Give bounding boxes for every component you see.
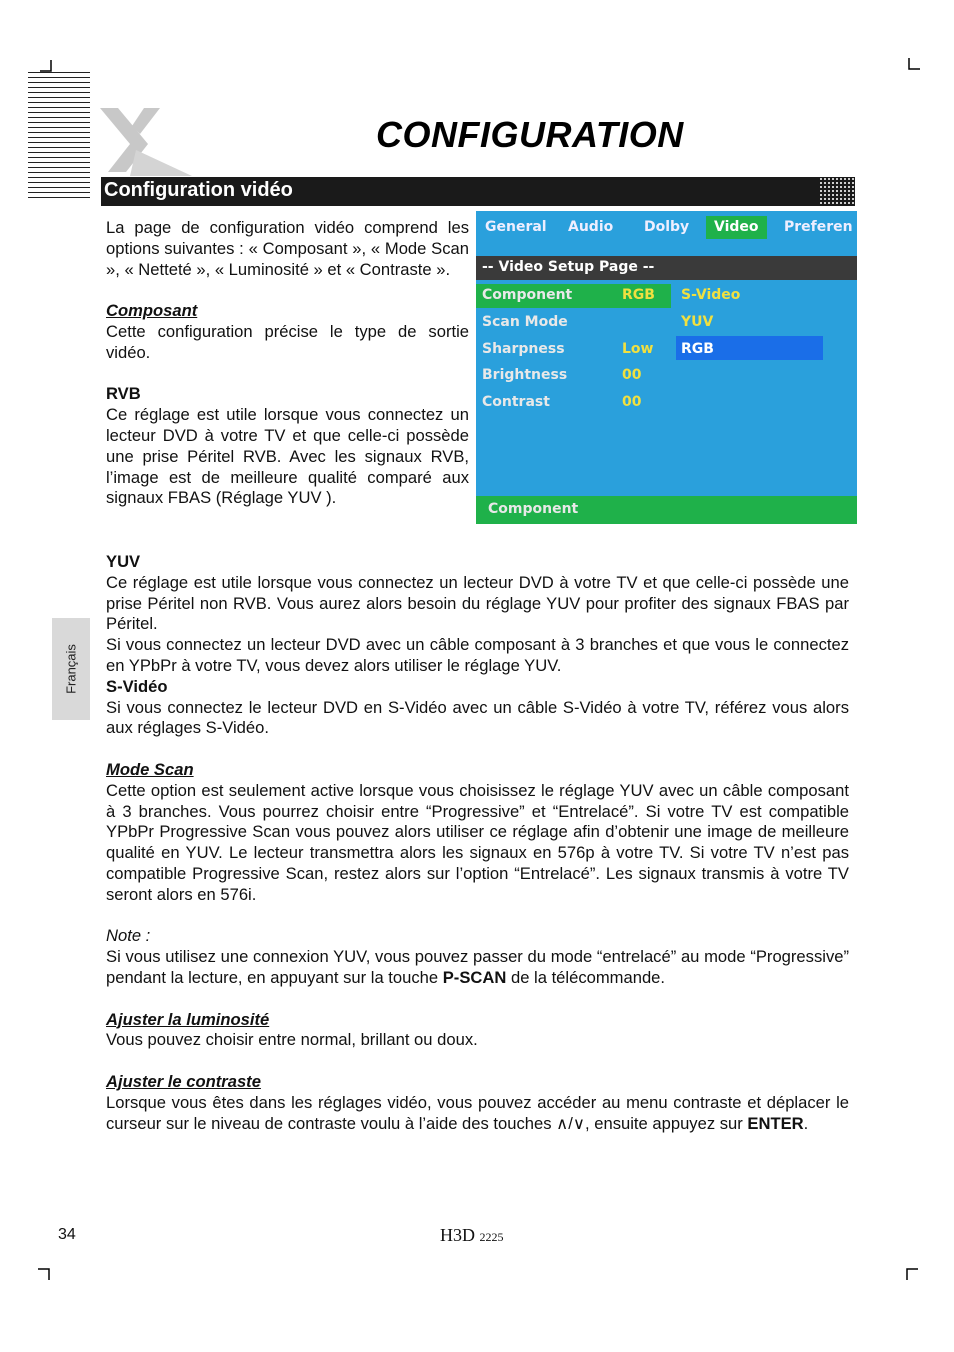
decorative-stripes (28, 72, 90, 200)
brightness-heading: Ajuster la luminosité (106, 1009, 270, 1029)
crop-mark-bottom-left (38, 1268, 50, 1280)
video-setup-osd-screenshot (476, 211, 857, 524)
model-name (440, 1225, 504, 1246)
left-column (106, 218, 469, 509)
osd-row-label: Scan Mode (482, 314, 568, 330)
enter-key: ENTER (747, 1113, 804, 1133)
osd-row-label: Brightness (482, 367, 568, 383)
osd-row-value: 00 (622, 394, 642, 410)
modescan-paragraph: Cette option est seulement active lorsque vous choisissez le réglage YUV avec un câble composant à 3 branches. Vous pourrez choisir entre “Progressive” et “Entrelacé”. Si votre TV est compatible YPbPr Progressive Scan vous pouvez alors utiliser ce réglage afin d’obtenir une image de meilleure qualité en YUV. Le lecteur transmettra alors les signaux en 576p à votre TV. Si votre TV n’est pas compatible Progressive Scan, restez alors sur l’option “Entrelacé”. Les signaux transmis à votre TV seront alors en 576i. (106, 780, 849, 904)
crop-mark-top-right (908, 58, 920, 70)
osd-footer: Component (476, 496, 857, 524)
osd-tab-audio: Audio (568, 219, 614, 235)
contrast-heading: Ajuster le contraste (106, 1071, 261, 1091)
crop-mark-top-left (40, 60, 52, 72)
osd-row-value: RGB (622, 287, 655, 303)
language-label: Français (63, 644, 79, 694)
osd-option: S-Video (681, 287, 741, 303)
pscan-key: P-SCAN (442, 967, 507, 987)
osd-tab-general: General (485, 219, 547, 235)
page-number: 34 (58, 1226, 76, 1243)
osd-row-value: 00 (622, 367, 642, 383)
rvb-heading: RVB (106, 384, 141, 404)
osd-row-label: Component (482, 287, 573, 303)
composant-paragraph: Cette configuration précise le type de sortie vidéo. (106, 321, 469, 362)
osd-tab-bar (476, 211, 857, 244)
xoro-x-logo-icon (96, 104, 196, 178)
osd-tab-preferen: Preferen (784, 219, 853, 235)
body-text (106, 552, 849, 1134)
intro-paragraph: La page de configuration vidéo comprend les options suivantes : « Composant », « Mode Scan », « Netteté », « Luminosité » et « Contraste ». (106, 218, 469, 279)
yuv-paragraph-1: Ce réglage est utile lorsque vous connectez un lecteur DVD à votre TV et que celle-ci possède une prise Péritel non RVB. Vous aurez alors besoin du réglage YUV pour profiter des signaux FBAS par Péritel. (106, 572, 849, 634)
contrast-paragraph: Lorsque vous êtes dans les réglages vidéo, vous pouvez accéder au menu contraste et déplacer le curseur sur le niveau de contraste voulu à l’aide des touches ∧/∨, ensuite appuyez sur ENTER. (106, 1092, 849, 1133)
model-number: 2225 (479, 1230, 504, 1244)
note-paragraph: Si vous utilisez une connexion YUV, vous pouvez passer du mode “entrelacé” au mode “Progressive” pendant la lecture, en appuyant sur la touche P-SCAN de la télécommande. (106, 947, 849, 987)
brightness-paragraph: Vous pouvez choisir entre normal, brillant ou doux. (106, 1030, 478, 1050)
osd-row-label: Contrast (482, 394, 550, 410)
svideo-paragraph: Si vous connectez le lecteur DVD en S-Vidéo avec un câble S-Vidéo à votre TV, référez vous alors aux réglages S-Vidéo. (106, 697, 849, 738)
osd-tab-dolby: Dolby (644, 219, 690, 235)
model-logo-text: H3D (440, 1225, 475, 1245)
osd-row-value: Low (622, 341, 654, 357)
osd-tab-video: Video (706, 216, 767, 239)
bar-dot-pattern (819, 177, 855, 206)
section-title: Configuration vidéo (104, 179, 293, 201)
note-label: Note : (106, 926, 151, 946)
osd-subheader: -- Video Setup Page -- (476, 256, 857, 280)
svideo-heading: S-Vidéo (106, 676, 168, 696)
composant-heading: Composant (106, 301, 198, 321)
section-title-bar (101, 177, 855, 206)
rvb-paragraph: Ce réglage est utile lorsque vous connectez un lecteur DVD à votre TV et que celle-ci possède une prise Péritel RVB. Avec les signaux RVB, l’image est de meilleure qualité comparé aux signaux FBAS (Réglage YUV ). (106, 405, 469, 508)
modescan-heading: Mode Scan (106, 759, 194, 779)
osd-row-label: Sharpness (482, 341, 565, 357)
crop-mark-bottom-right (906, 1268, 918, 1280)
yuv-paragraph-2: Si vous connectez un lecteur DVD avec un câble composant à 3 branches et que vous le connectez en YPbPr à votre TV, vous devez alors utiliser le réglage YUV. (106, 635, 849, 675)
page-title: CONFIGURATION (376, 114, 684, 155)
language-tab (52, 618, 90, 720)
osd-option: YUV (681, 314, 714, 330)
yuv-heading: YUV (106, 552, 141, 571)
osd-option: RGB (681, 341, 714, 357)
